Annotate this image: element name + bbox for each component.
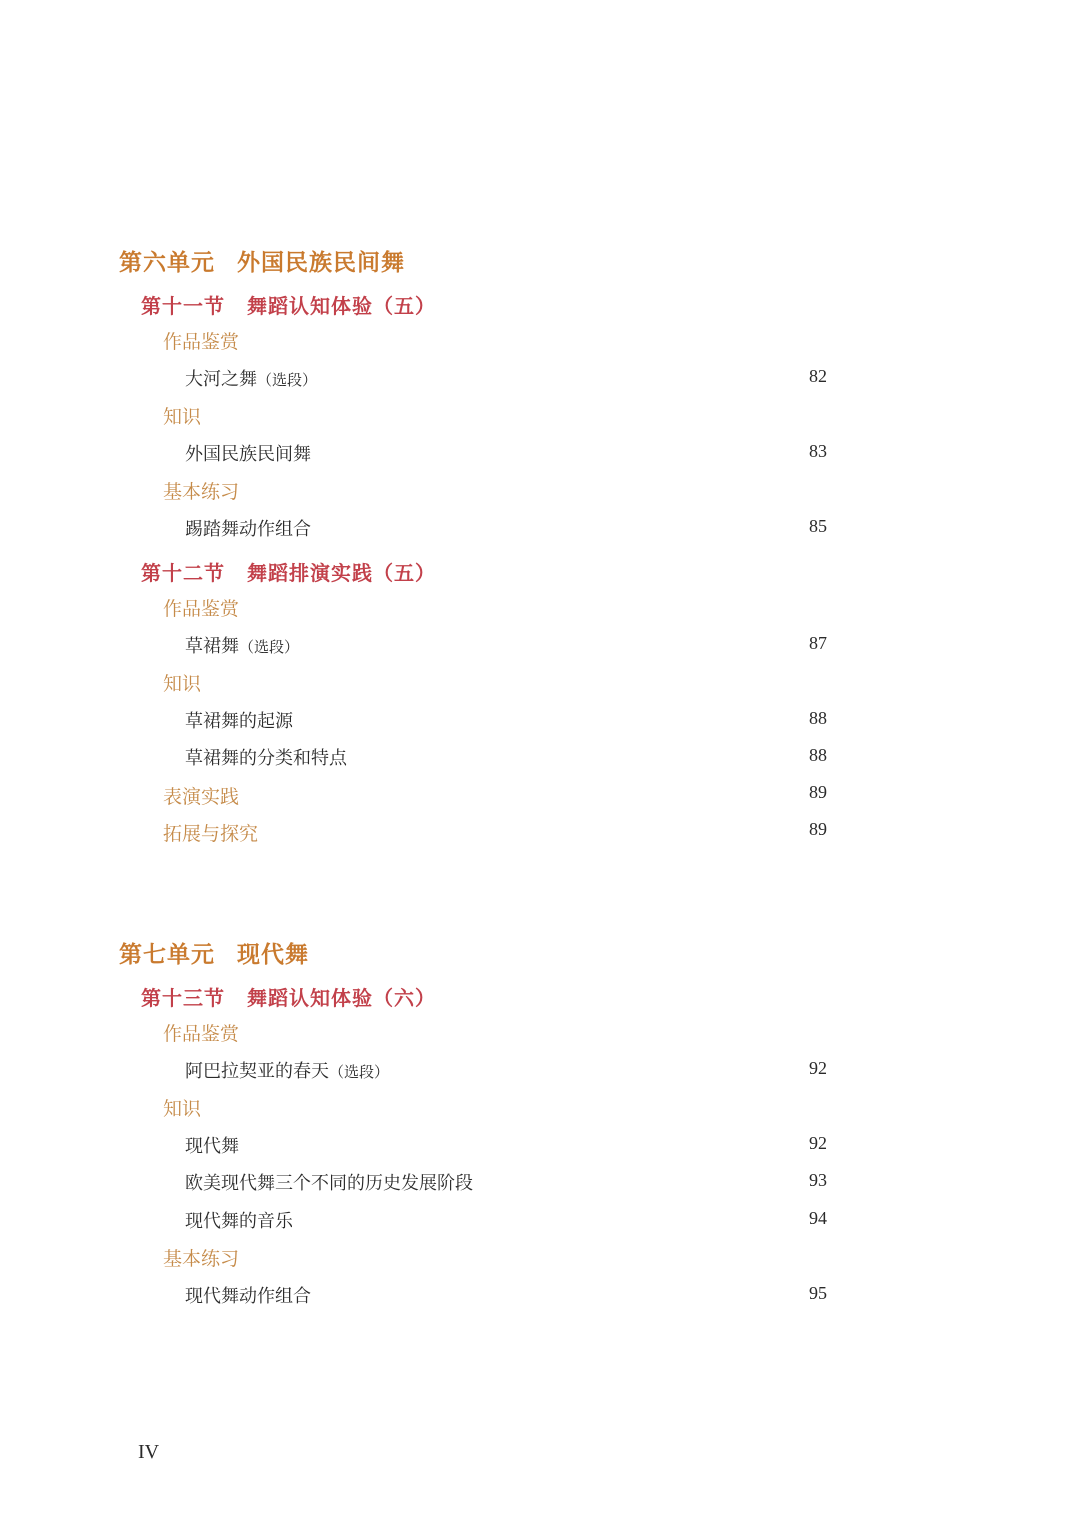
unit-heading <box>119 244 405 277</box>
toc-entry[interactable] <box>185 365 317 391</box>
toc-entry[interactable] <box>185 1132 239 1158</box>
toc-entry[interactable] <box>185 1169 473 1195</box>
page-number: 95 <box>809 1283 827 1303</box>
page-number: 82 <box>809 366 827 386</box>
page-number: 94 <box>809 1208 827 1228</box>
page-number: 92 <box>809 1058 827 1078</box>
page-number: 83 <box>809 441 827 461</box>
section-number: 第十二节 <box>141 561 225 585</box>
toc-entry[interactable] <box>185 632 299 658</box>
toc-entry[interactable] <box>185 744 347 770</box>
category-label[interactable]: 拓展与探究 <box>163 823 259 845</box>
section-heading[interactable] <box>141 982 436 1011</box>
unit-number: 第六单元 <box>119 249 215 276</box>
page-number: 89 <box>809 782 827 802</box>
section-title: 舞蹈排演实践（五） <box>247 561 436 585</box>
entry-note: （选段） <box>257 371 318 389</box>
toc-entry[interactable] <box>185 1207 293 1233</box>
entry-title: 现代舞 <box>185 1136 239 1157</box>
toc-entry[interactable] <box>185 1057 389 1083</box>
entry-title: 现代舞动作组合 <box>185 1286 311 1307</box>
category-label: 知识 <box>163 406 202 428</box>
entry-title: 大河之舞 <box>185 369 257 390</box>
entry-title: 阿巴拉契亚的春天 <box>185 1061 329 1082</box>
section-number: 第十一节 <box>141 294 225 318</box>
section-title: 舞蹈认知体验（六） <box>247 986 436 1010</box>
category-label: 基本练习 <box>163 481 240 503</box>
category-label: 作品鉴赏 <box>163 1023 240 1045</box>
page-number: 88 <box>809 708 827 728</box>
page-number: 88 <box>809 745 827 765</box>
entry-note: （选段） <box>239 638 300 656</box>
unit-title: 现代舞 <box>237 941 309 968</box>
page-number: 92 <box>809 1133 827 1153</box>
category-label: 知识 <box>163 1098 202 1120</box>
entry-title: 草裙舞的起源 <box>185 711 293 732</box>
page-number: 85 <box>809 516 827 536</box>
section-number: 第十三节 <box>141 986 225 1010</box>
category-label: 知识 <box>163 673 202 695</box>
entry-title: 草裙舞 <box>185 636 239 657</box>
category-label: 作品鉴赏 <box>163 598 240 620</box>
toc-entry[interactable] <box>185 515 311 541</box>
entry-title: 外国民族民间舞 <box>185 444 311 465</box>
page-number: 93 <box>809 1170 827 1190</box>
entry-note: （选段） <box>329 1063 390 1081</box>
toc-entry[interactable] <box>185 440 311 466</box>
entry-title: 踢踏舞动作组合 <box>185 519 311 540</box>
page-number: 87 <box>809 633 827 653</box>
category-label: 作品鉴赏 <box>163 331 240 353</box>
category-label: 基本练习 <box>163 1248 240 1270</box>
unit-number: 第七单元 <box>119 941 215 968</box>
entry-title: 现代舞的音乐 <box>185 1211 293 1232</box>
page-folio: IV <box>138 1441 160 1463</box>
entry-title: 欧美现代舞三个不同的历史发展阶段 <box>185 1173 473 1194</box>
category-label[interactable]: 表演实践 <box>163 786 240 808</box>
section-heading[interactable] <box>141 290 436 319</box>
unit-title: 外国民族民间舞 <box>237 249 405 276</box>
toc-entry[interactable] <box>185 1282 311 1308</box>
entry-title: 草裙舞的分类和特点 <box>185 748 347 769</box>
unit-heading <box>119 936 309 969</box>
page-number: 89 <box>809 819 827 839</box>
section-title: 舞蹈认知体验（五） <box>247 294 436 318</box>
section-heading[interactable] <box>141 557 436 586</box>
toc-entry[interactable] <box>185 707 293 733</box>
